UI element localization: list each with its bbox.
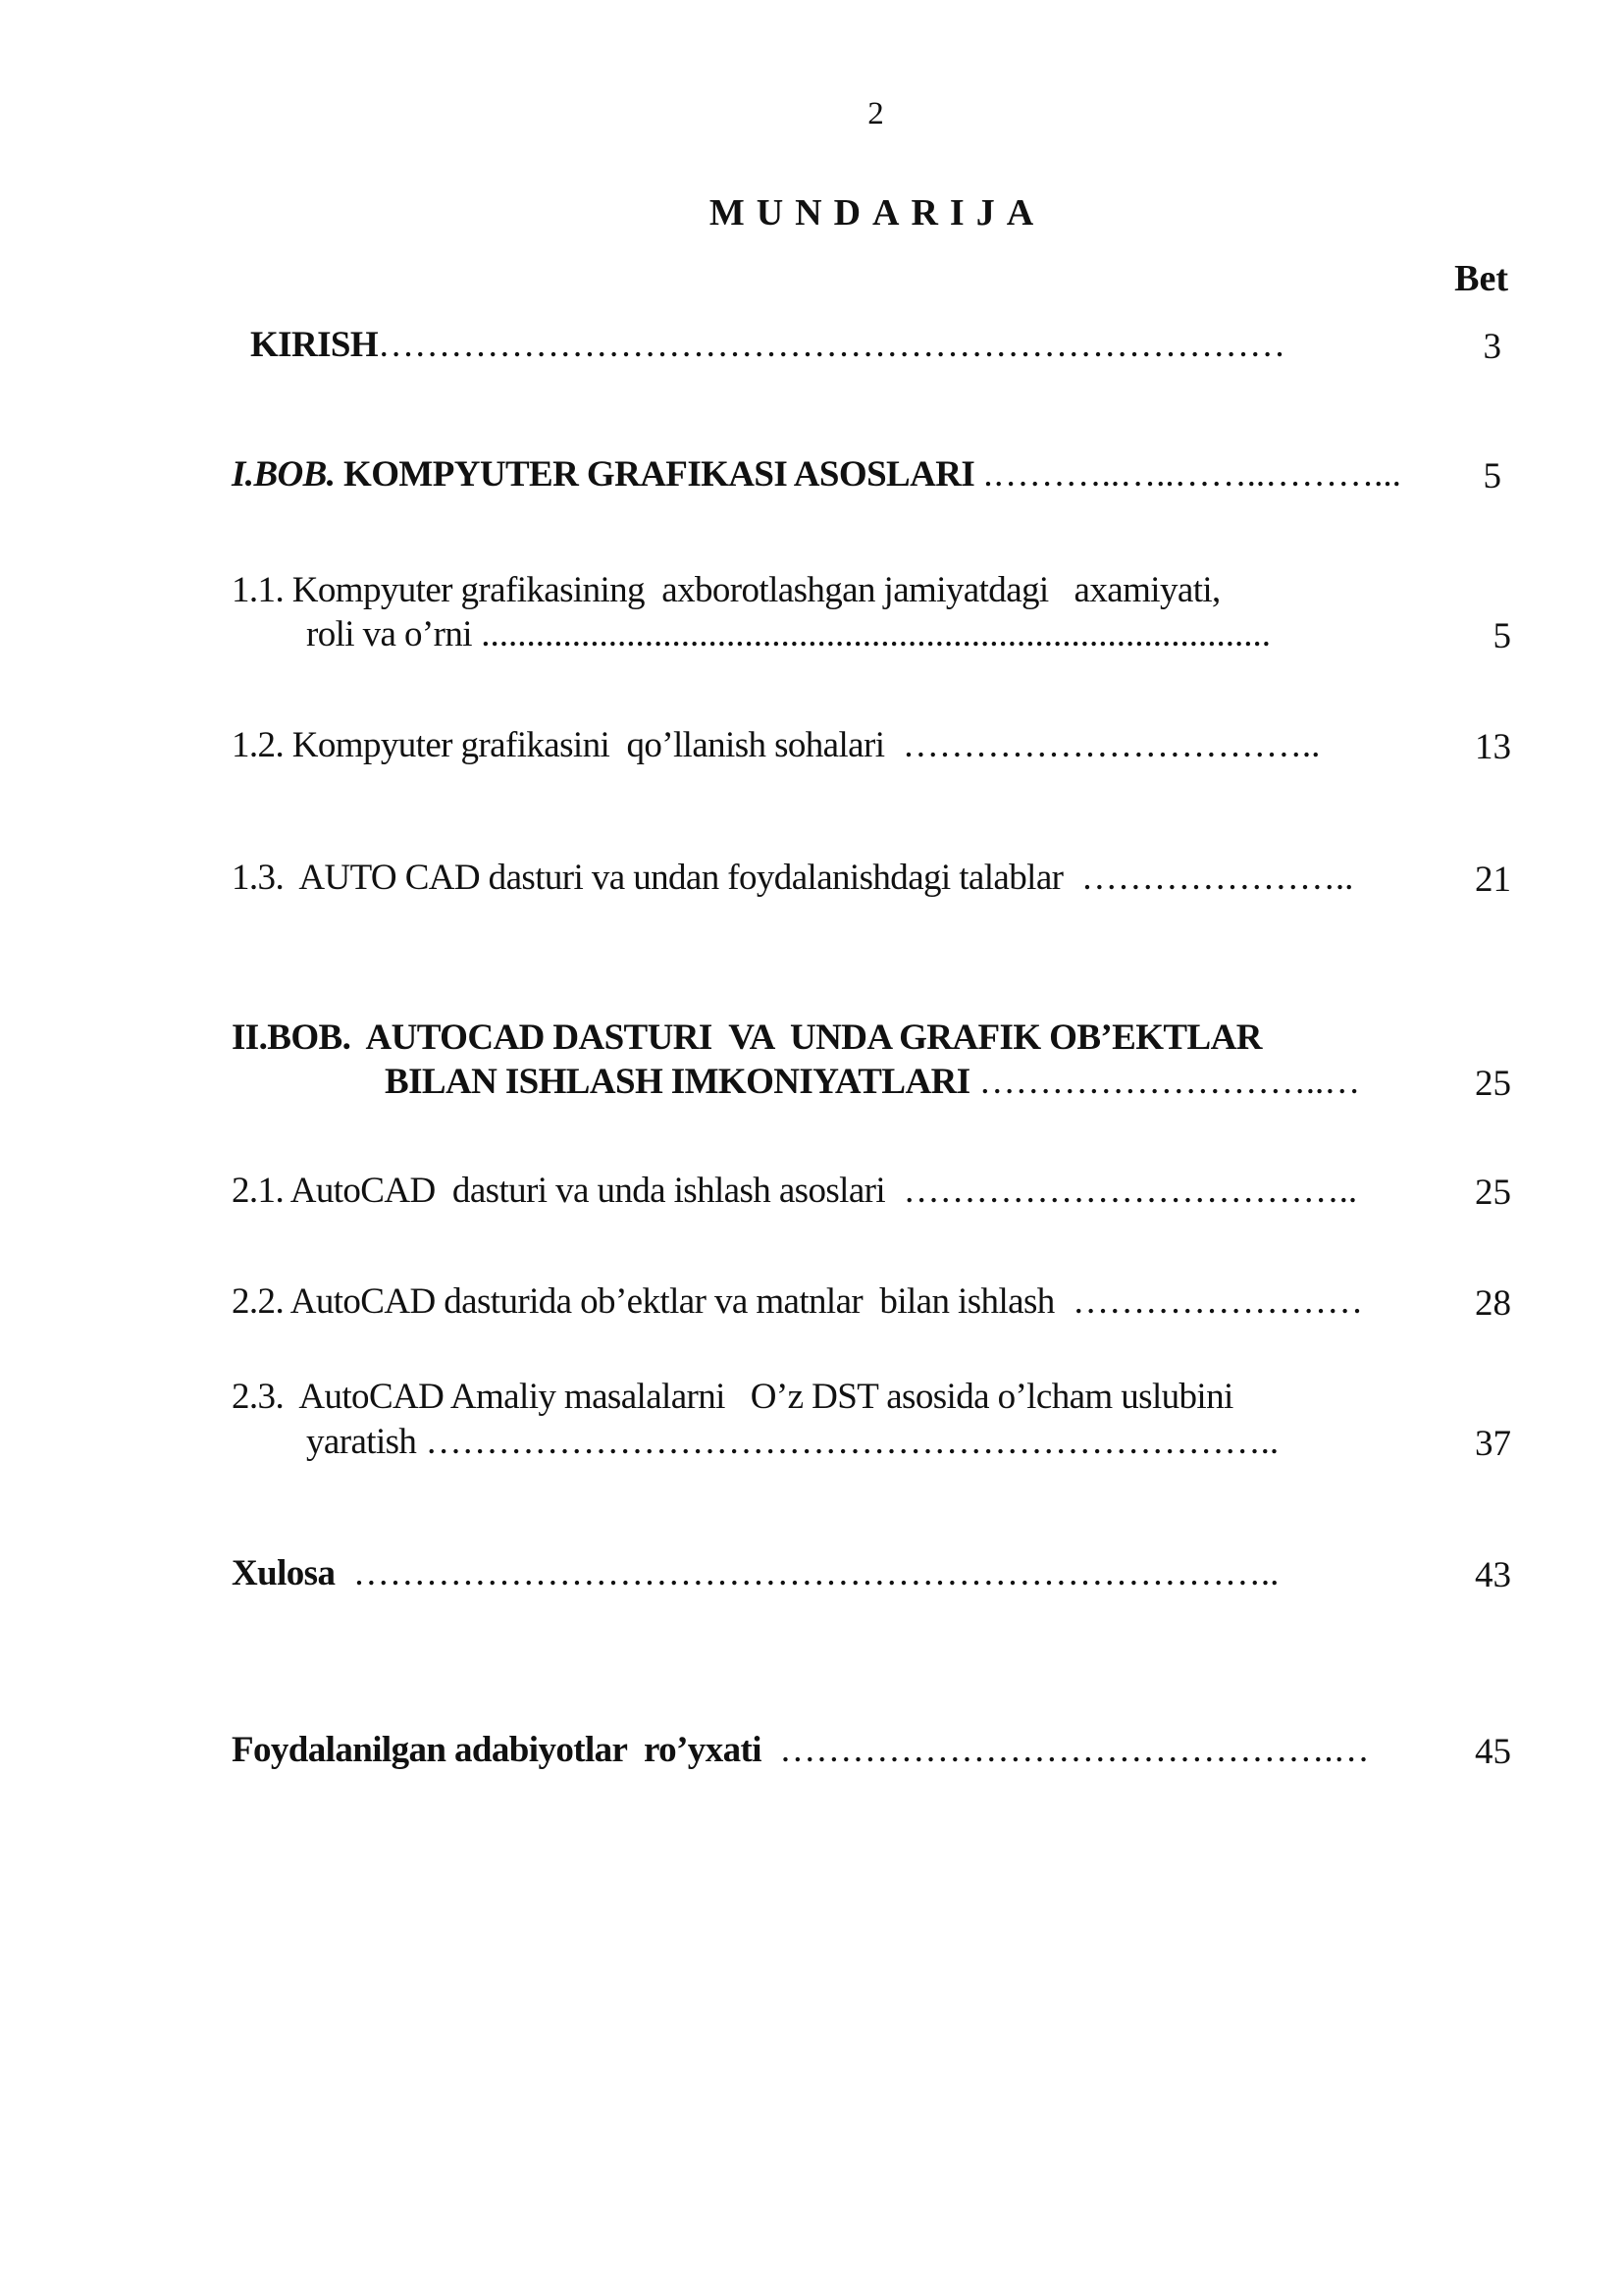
toc-entry-1-2 <box>232 724 1320 766</box>
toc-leader: …………………………………………………………….. <box>416 1422 1280 1462</box>
toc-entry-label: 2.2. AutoCAD dasturida ob’ektlar va matnlar bilan ishlash <box>232 1281 1055 1322</box>
toc-leader: …………………… <box>1054 1281 1364 1322</box>
toc-entry-label: 1.2. Kompyuter grafikasini qo’llanish sohalari <box>232 725 885 765</box>
toc-entry-label: yaratish <box>306 1422 417 1462</box>
toc-entry-2-3: 2.3. AutoCAD Amaliy masalalarni O’z DST asosida o’lcham uslubini <box>232 1377 1233 1417</box>
toc-entry-references <box>232 1729 1370 1771</box>
toc-entry-2-1 <box>232 1170 1357 1212</box>
toc-entry-label: KOMPYUTER GRAFIKASI ASOSLARI <box>335 454 975 495</box>
toc-entry-prefix: I.BOB. <box>232 454 336 495</box>
toc-leader: ....................................................................................... <box>471 614 1271 654</box>
toc-entry-page: 43 <box>1475 1555 1511 1595</box>
toc-leader: …………………………….. <box>884 725 1321 765</box>
toc-entry-label: Foydalanilgan adabiyotlar ro’yxati <box>232 1730 761 1770</box>
toc-entry-page: 21 <box>1475 860 1511 900</box>
toc-leader: ………………………………………………………………… <box>378 325 1286 365</box>
toc-entry-page: 45 <box>1475 1732 1511 1772</box>
page-column-header: Bet <box>1454 258 1508 299</box>
toc-leader: ………………………..… <box>969 1062 1361 1102</box>
page-number: 2 <box>867 96 884 131</box>
toc-entry-chapter-2: II.BOB. AUTOCAD DASTURI VA UNDA GRAFIK OB’EKTLAR <box>232 1018 1262 1058</box>
toc-entry-chapter-2-cont <box>385 1061 1360 1103</box>
toc-entry-2-2 <box>232 1280 1363 1323</box>
toc-entry-xulosa <box>232 1552 1279 1594</box>
toc-entry-page: 3 <box>1483 327 1501 367</box>
toc-entry-page: 25 <box>1475 1064 1511 1104</box>
toc-entry-page: 37 <box>1475 1424 1511 1464</box>
toc-entry-page: 13 <box>1475 727 1511 767</box>
toc-entry-label: roli va o’rni <box>306 614 472 654</box>
toc-entry-2-3-cont <box>306 1421 1279 1463</box>
toc-entry-page: 5 <box>1483 456 1501 496</box>
toc-entry-chapter-1 <box>232 453 1401 496</box>
toc-leader: .………..…..……..………... <box>974 454 1401 495</box>
toc-entry-page: 28 <box>1475 1283 1511 1324</box>
toc-entry-label: KIRISH <box>250 325 379 365</box>
toc-leader: ……………………………………….… <box>760 1730 1370 1770</box>
toc-entry-1-1: 1.1. Kompyuter grafikasining axborotlashgan jamiyatdagi axamiyati, <box>232 570 1221 610</box>
toc-entry-1-3 <box>232 857 1353 899</box>
page-title: MUNDARIJA <box>708 192 1046 234</box>
toc-entry-label: 1.3. AUTO CAD dasturi va undan foydalanishdagi talablar <box>232 858 1064 898</box>
toc-entry-label: Xulosa <box>232 1553 336 1593</box>
toc-entry-label: 2.1. AutoCAD dasturi va unda ishlash asoslari <box>232 1171 886 1211</box>
toc-entry-page: 25 <box>1475 1173 1511 1213</box>
toc-leader: ………………………………………………………………….. <box>335 1553 1280 1593</box>
toc-entry-kirish <box>250 324 1285 366</box>
toc-entry-1-1-cont <box>306 613 1271 655</box>
toc-leader: ……………………………….. <box>885 1171 1358 1211</box>
toc-entry-page: 5 <box>1493 616 1511 656</box>
toc-leader: ………………….. <box>1063 858 1354 898</box>
toc-entry-label: BILAN ISHLASH IMKONIYATLARI <box>385 1062 970 1102</box>
